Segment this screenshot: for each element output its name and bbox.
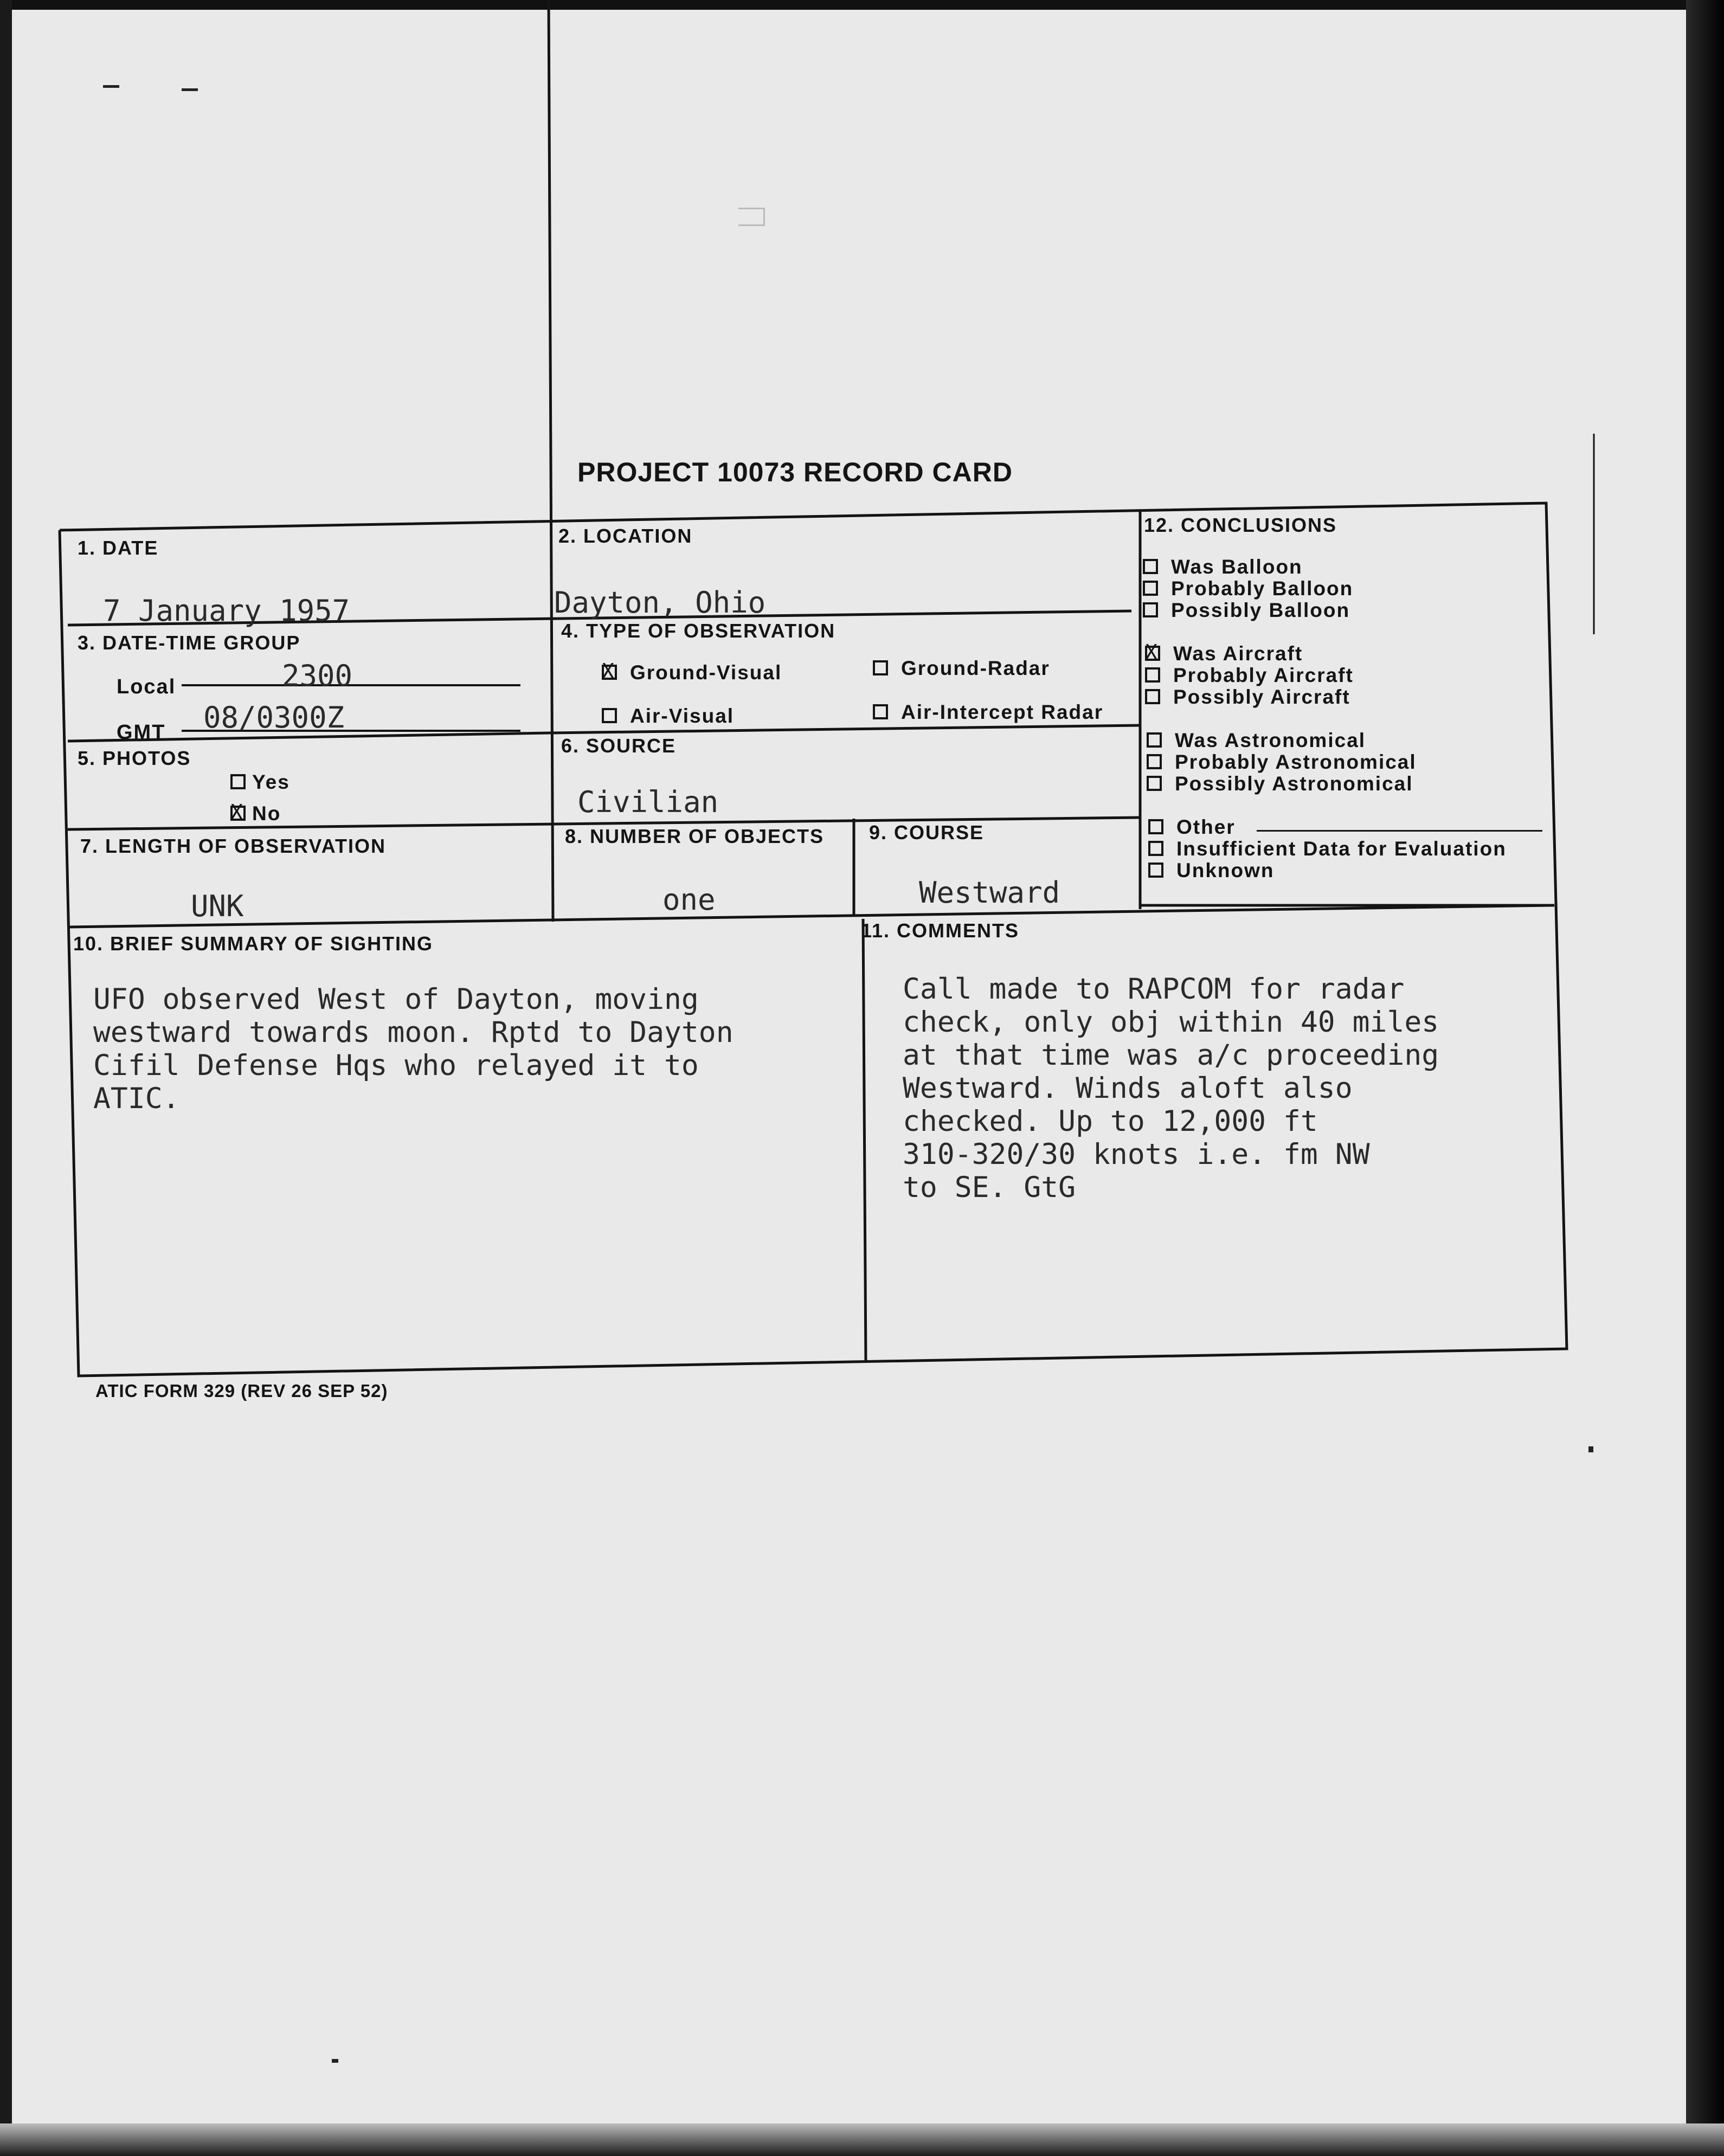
option-label: Possibly Aircraft bbox=[1173, 686, 1350, 708]
checkbox-icon bbox=[1145, 667, 1160, 683]
checkbox-icon bbox=[1148, 841, 1163, 856]
course-value: Westward bbox=[919, 876, 1060, 910]
location-value: Dayton, Ohio bbox=[554, 585, 766, 620]
option-label: Possibly Balloon bbox=[1171, 599, 1350, 621]
local-time-value: 2300 bbox=[282, 659, 353, 693]
checkbox-icon bbox=[1143, 602, 1158, 617]
observation-option-ground-radar[interactable] bbox=[873, 657, 1050, 680]
option-label: Air-Intercept Radar bbox=[901, 701, 1104, 723]
option-label: Probably Aircraft bbox=[1173, 664, 1354, 686]
summary-line: UFO observed West of Dayton, moving bbox=[93, 983, 699, 1016]
conclusion-probably-balloon[interactable] bbox=[1143, 577, 1353, 600]
form-identifier: ATIC FORM 329 (REV 26 SEP 52) bbox=[95, 1381, 388, 1401]
option-label: Unknown bbox=[1176, 859, 1275, 881]
checkbox-icon bbox=[1147, 776, 1162, 791]
type-of-observation-label: 4. TYPE OF OBSERVATION bbox=[561, 620, 836, 642]
comments-line: to SE. GtG bbox=[903, 1171, 1076, 1204]
option-label: Was Astronomical bbox=[1175, 729, 1366, 751]
date-label: 1. DATE bbox=[78, 537, 159, 559]
comments-line: Call made to RAPCOM for radar bbox=[903, 973, 1405, 1006]
conclusion-unknown[interactable] bbox=[1148, 859, 1274, 882]
location-label: 2. LOCATION bbox=[558, 525, 693, 547]
checkbox-icon bbox=[602, 708, 617, 723]
option-label: Insufficient Data for Evaluation bbox=[1176, 838, 1507, 860]
comments-line: 310-320/30 knots i.e. fm NW bbox=[903, 1138, 1370, 1171]
option-label: Other bbox=[1176, 816, 1236, 838]
checkbox-icon bbox=[1148, 863, 1163, 878]
number-of-objects-label: 8. NUMBER OF OBJECTS bbox=[565, 825, 825, 847]
conclusion-was-balloon[interactable] bbox=[1143, 556, 1303, 578]
conclusion-insufficient-data[interactable] bbox=[1148, 838, 1507, 860]
brief-summary-text bbox=[93, 950, 734, 1148]
conclusion-was-aircraft[interactable] bbox=[1145, 642, 1303, 665]
observation-option-ground-visual[interactable] bbox=[602, 661, 782, 684]
comments-line: Westward. Winds aloft also bbox=[903, 1072, 1353, 1105]
checkbox-checked-icon bbox=[602, 665, 617, 680]
observation-option-air-intercept-radar[interactable] bbox=[873, 701, 1103, 724]
length-of-observation-value: UNK bbox=[191, 889, 244, 923]
checkbox-checked-icon bbox=[1145, 646, 1160, 661]
other-underline bbox=[1257, 830, 1542, 832]
brief-summary-label: 10. BRIEF SUMMARY OF SIGHTING bbox=[73, 932, 434, 955]
conclusion-other[interactable] bbox=[1148, 816, 1236, 839]
checkbox-icon bbox=[230, 774, 246, 789]
option-label: No bbox=[252, 802, 281, 825]
checkbox-icon bbox=[1143, 559, 1158, 574]
conclusion-possibly-balloon[interactable] bbox=[1143, 599, 1350, 622]
divider-row-4 bbox=[68, 905, 1553, 927]
photos-label: 5. PHOTOS bbox=[78, 747, 191, 769]
number-of-objects-value: one bbox=[662, 883, 716, 917]
conclusions-label: 12. CONCLUSIONS bbox=[1144, 514, 1337, 536]
conclusion-possibly-astronomical[interactable] bbox=[1147, 773, 1413, 795]
option-label: Ground-Visual bbox=[630, 661, 782, 684]
summary-line: ATIC. bbox=[93, 1082, 180, 1115]
comments-line: check, only obj within 40 miles bbox=[903, 1006, 1439, 1039]
source-label: 6. SOURCE bbox=[561, 735, 677, 757]
option-label: Possibly Astronomical bbox=[1175, 773, 1413, 795]
option-label: Probably Astronomical bbox=[1175, 751, 1417, 773]
checkbox-icon bbox=[1147, 754, 1162, 769]
option-label: Ground-Radar bbox=[901, 657, 1050, 679]
option-label: Probably Balloon bbox=[1171, 577, 1354, 600]
comments-line: at that time was a/c proceeding bbox=[903, 1039, 1439, 1072]
summary-line: westward towards moon. Rptd to Dayton bbox=[93, 1016, 734, 1049]
comments-line: checked. Up to 12,000 ft bbox=[903, 1105, 1318, 1138]
card-title: PROJECT 10073 RECORD CARD bbox=[577, 457, 1013, 487]
observation-option-air-visual[interactable] bbox=[602, 705, 734, 728]
date-value: 7 January 1957 bbox=[103, 594, 350, 628]
divider-col-10-11 bbox=[863, 919, 866, 1362]
checkbox-icon bbox=[1147, 732, 1162, 748]
course-label: 9. COURSE bbox=[869, 821, 985, 844]
checkbox-icon bbox=[873, 704, 888, 719]
option-label: Yes bbox=[252, 771, 290, 793]
conclusion-possibly-aircraft[interactable] bbox=[1145, 686, 1350, 709]
checkbox-icon bbox=[873, 660, 888, 675]
date-time-group-label: 3. DATE-TIME GROUP bbox=[78, 632, 301, 654]
photos-option-yes[interactable] bbox=[230, 771, 290, 794]
checkbox-icon bbox=[1145, 689, 1160, 704]
checkbox-checked-icon bbox=[230, 806, 246, 821]
conclusion-probably-astronomical[interactable] bbox=[1147, 751, 1417, 774]
length-of-observation-label: 7. LENGTH OF OBSERVATION bbox=[80, 835, 387, 857]
checkbox-icon bbox=[1143, 581, 1158, 596]
checkbox-icon bbox=[1148, 819, 1163, 834]
comments-text bbox=[903, 939, 1439, 1237]
gmt-time-value: 08/0300Z bbox=[203, 700, 345, 735]
option-label: Air-Visual bbox=[630, 705, 735, 727]
option-label: Was Balloon bbox=[1171, 556, 1303, 578]
divider-col-1 bbox=[549, 0, 553, 922]
conclusion-was-astronomical[interactable] bbox=[1147, 729, 1366, 752]
conclusion-probably-aircraft[interactable] bbox=[1145, 664, 1354, 687]
local-time-label: Local bbox=[117, 675, 176, 698]
summary-line: Cifil Defense Hqs who relayed it to bbox=[93, 1049, 699, 1082]
option-label: Was Aircraft bbox=[1173, 642, 1303, 665]
photos-option-no[interactable] bbox=[230, 802, 281, 825]
comments-label: 11. COMMENTS bbox=[861, 919, 1020, 942]
source-value: Civilian bbox=[577, 785, 719, 819]
gmt-time-label: GMT bbox=[117, 721, 166, 744]
